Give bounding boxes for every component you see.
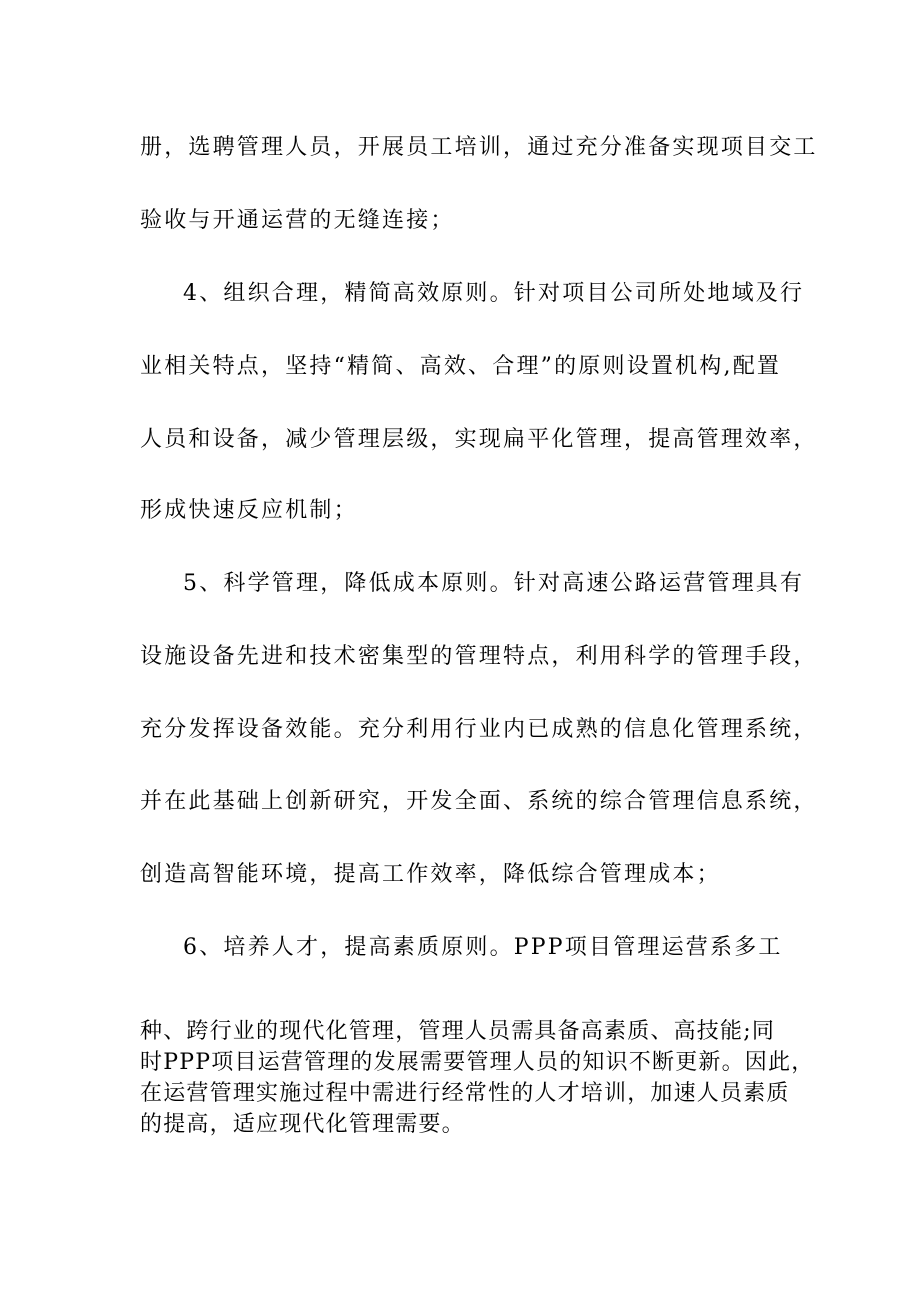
paragraph-line: 4、组织合理，精简高效原则。针对项目公司所处地域及行 [183, 281, 805, 306]
paragraph-line: 5、科学管理，降低成本原则。针对高速公路运营管理具有 [183, 571, 805, 596]
paragraph-line: 并在此基础上创新研究，开发全面、系统的综合管理信息系统， [140, 789, 818, 814]
paragraph-line: 在运营管理实施过程中需进行经常性的人才培训，加速人员素质 [140, 1081, 790, 1106]
paragraph-line: 册，选聘管理人员，开展员工培训，通过充分准备实现项目交工 [140, 135, 818, 160]
paragraph-line: 充分发挥设备效能。充分利用行业内已成熟的信息化管理系统， [140, 717, 818, 742]
paragraph-line: 业相关特点，坚持“精简、高效、合理”的原则设置机构,配置 [140, 354, 782, 379]
paragraph-line: 种、跨行业的现代化管理，管理人员需具备高素质、高技能;同 [140, 1019, 776, 1044]
paragraph-line: 的提高，适应现代化管理需要。 [140, 1112, 465, 1137]
paragraph-line: 人员和设备，减少管理层级，实现扁平化管理，提高管理效率， [140, 427, 818, 452]
paragraph-line: 形成快速反应机制； [140, 498, 358, 523]
paragraph-line: 创造高智能环境，提高工作效率，降低综合管理成本； [140, 862, 721, 887]
paragraph-line: 验收与开通运营的无缝连接； [140, 208, 455, 233]
paragraph-line: 6、培养人才，提高素质原则。PPP项目管理运营系多工 [183, 935, 783, 960]
paragraph-line: 设施设备先进和技术密集型的管理特点，利用科学的管理手段， [140, 644, 818, 669]
paragraph-line: 时PPP项目运营管理的发展需要管理人员的知识不断更新。因此， [140, 1050, 815, 1075]
